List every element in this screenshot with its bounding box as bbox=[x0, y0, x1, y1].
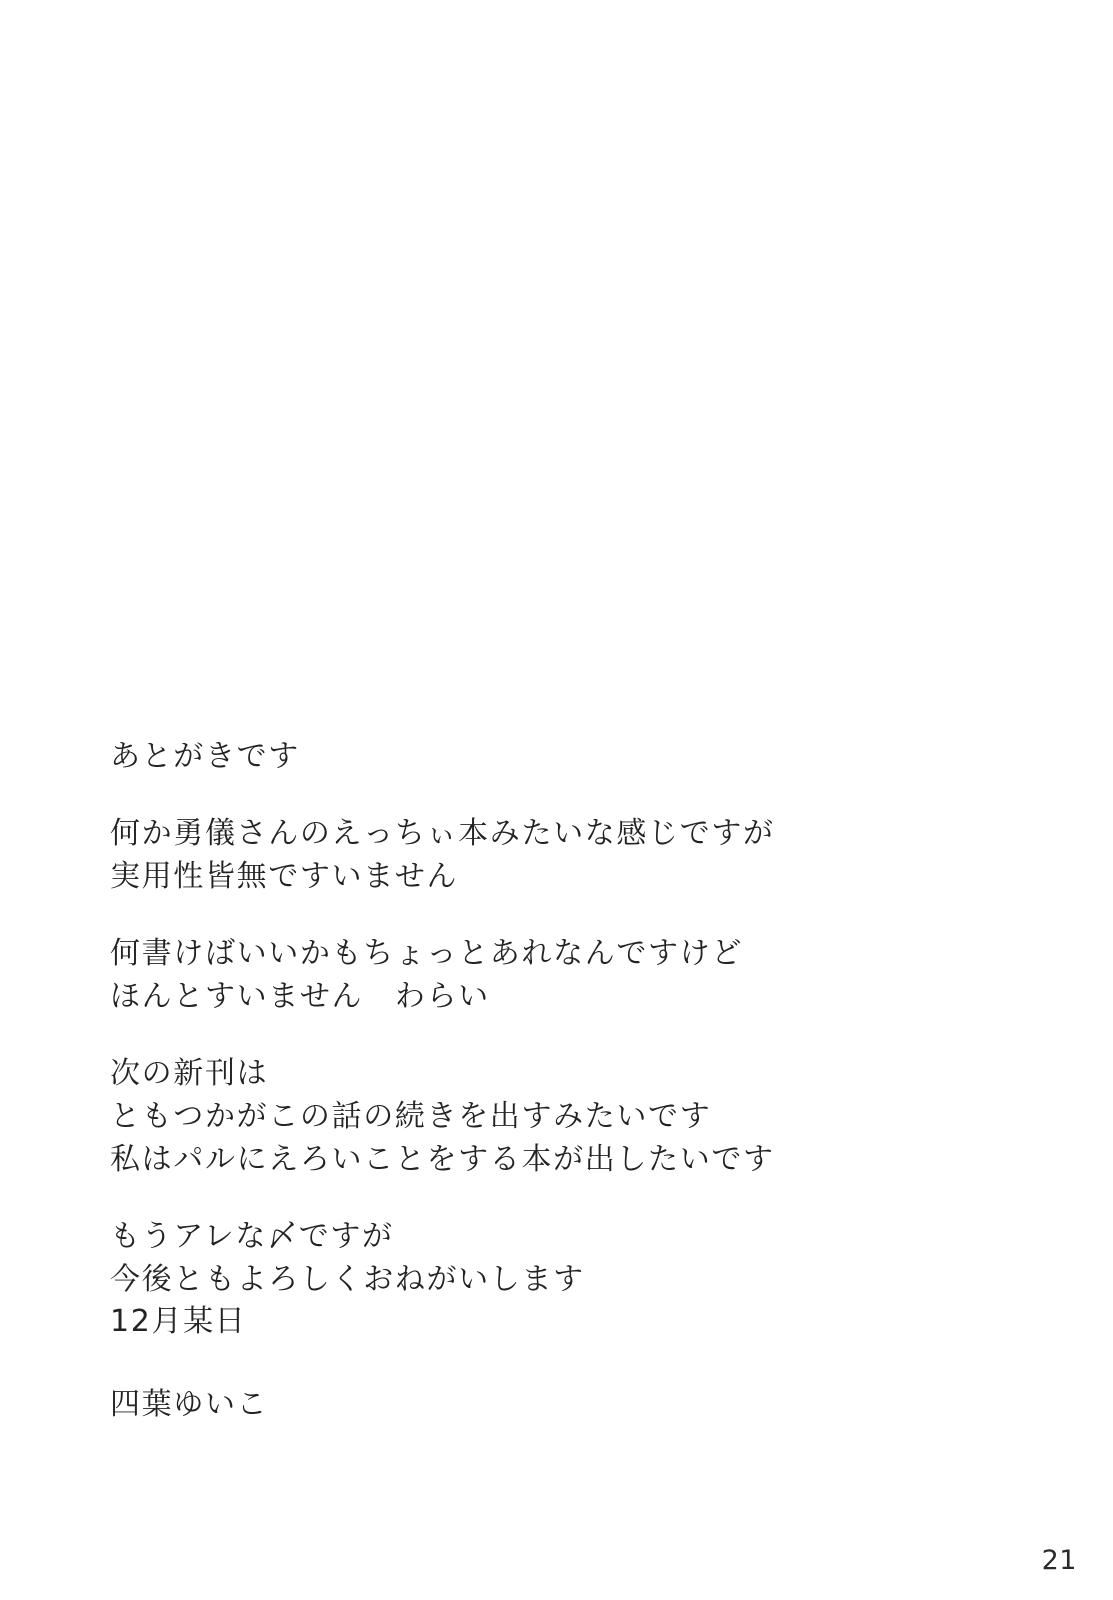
signature-block bbox=[110, 1300, 268, 1426]
afterword-line: 何書けばいいかもちょっとあれなんですけど bbox=[110, 936, 743, 971]
afterword-heading-block bbox=[110, 735, 990, 778]
signature-author: 四葉ゆいこ bbox=[110, 1387, 269, 1422]
signature-spacer bbox=[110, 1343, 268, 1383]
page-number: 21 bbox=[1041, 1545, 1077, 1576]
afterword-line: もうアレな〆ですが bbox=[110, 1219, 394, 1254]
afterword-paragraph-3 bbox=[110, 1052, 990, 1181]
afterword-line: ともつかがこの話の続きを出すみたいです bbox=[110, 1099, 712, 1134]
signature-date: 12月某日 bbox=[110, 1304, 247, 1339]
afterword-line: 次の新刊は bbox=[110, 1056, 269, 1091]
afterword-line: 私はパルにえろいことをする本が出したいです bbox=[110, 1142, 775, 1177]
afterword-paragraph-1 bbox=[110, 812, 990, 898]
afterword-line: 実用性皆無ですいません bbox=[110, 859, 459, 894]
afterword-paragraph-2 bbox=[110, 932, 990, 1018]
afterword-line: 何か勇儀さんのえっちぃ本みたいな感じですが bbox=[110, 816, 775, 851]
afterword-line: ほんとすいません わらい bbox=[110, 979, 490, 1014]
afterword-line: 今後ともよろしくおねがいします bbox=[110, 1262, 585, 1297]
afterword-paragraph-4 bbox=[110, 1215, 990, 1301]
afterword-section bbox=[110, 735, 990, 1301]
afterword-heading: あとがきです bbox=[110, 739, 300, 774]
